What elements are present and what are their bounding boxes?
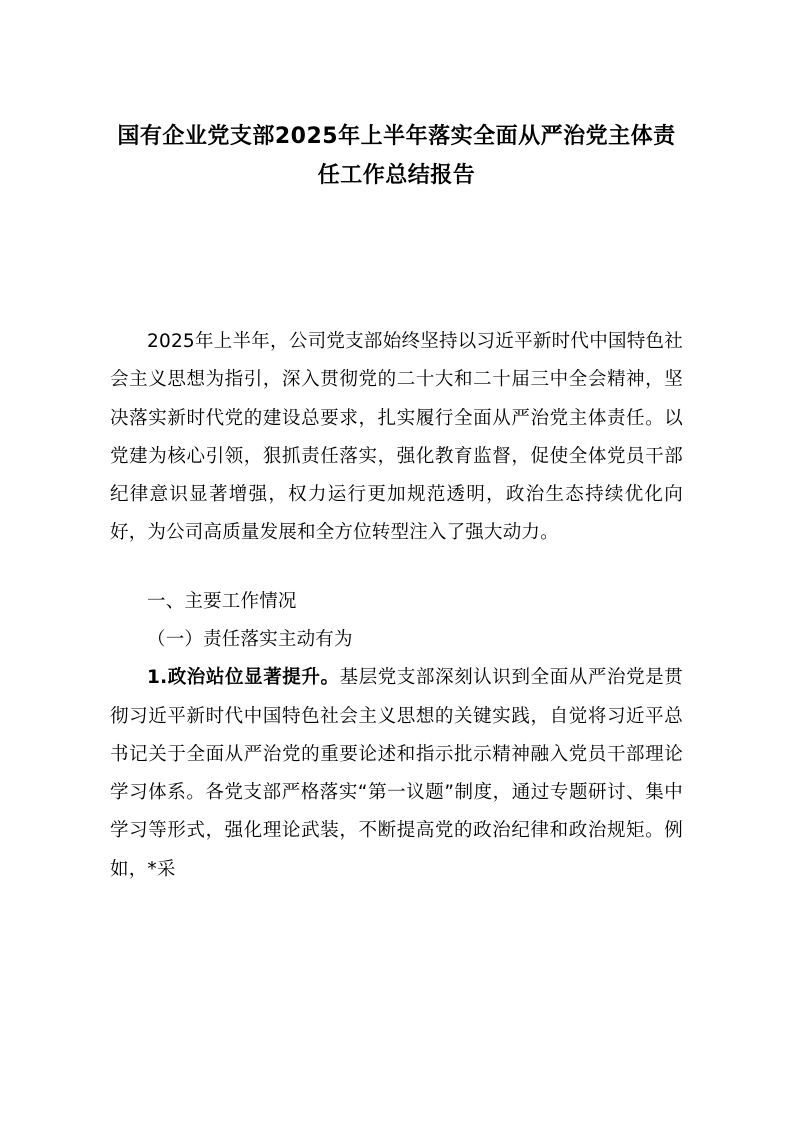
section-heading: 一、主要工作情况 xyxy=(147,590,297,612)
title-spacer xyxy=(110,195,683,323)
item-body-text: 基层党支部深刻认识到全面从严治党是贯彻习近平新时代中国特色社会主义思想的关键实践，自觉将习近平总书记关于全面从严治党的重要论述和指示批示精神融入党员干部理论学习体系。各党支部严格落实“第一议题”制度，通过专题研讨、集中学习等形式，强化理论武装，不断提高党的政治纪律和政治规矩。例如，*采 xyxy=(110,667,683,880)
item-number-label: 1.政治站位显著提升。 xyxy=(147,667,340,689)
subsection-heading: （一）责任落实主动有为 xyxy=(147,628,353,650)
item-paragraph xyxy=(110,659,683,889)
intro-paragraph: 2025年上半年，公司党支部始终坚持以习近平新时代中国特色社会主义思想为指引，深入贯彻党的二十大和二十届三中全会精神，坚决落实新时代党的建设总要求，扎实履行全面从严治党主体责任。以党建为核心引领，狠抓责任落实，强化教育监督，促使全体党员干部纪律意识显著增强，权力运行更加规范透明，政治生态持续优化向好，为公司高质量发展和全方位转型注入了强大动力。 xyxy=(110,331,683,544)
page-title: 国有企业党支部2025年上半年落实全面从严治党主体责任工作总结报告 xyxy=(117,124,676,188)
paragraph-gap-1 xyxy=(110,553,683,583)
